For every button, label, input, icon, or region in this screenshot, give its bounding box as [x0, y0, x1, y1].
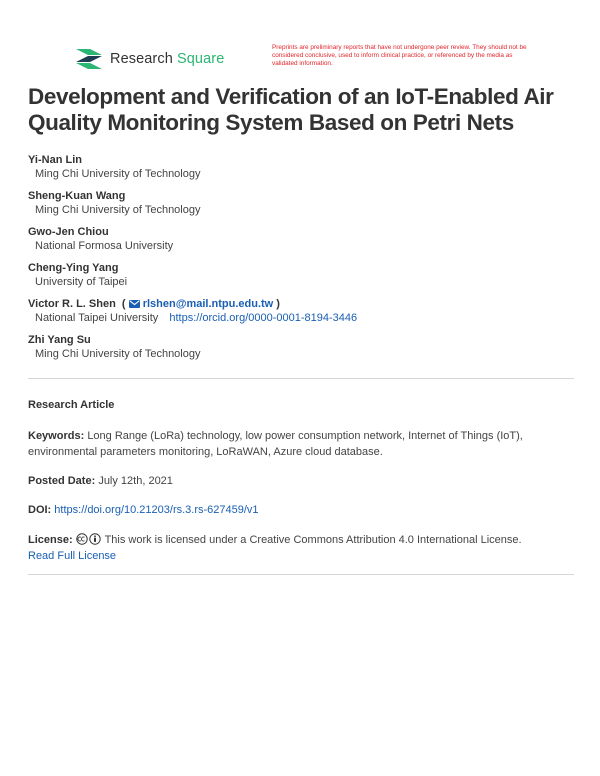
- author-name: Cheng-Ying Yang: [28, 262, 119, 274]
- author-entry: [28, 154, 576, 190]
- keywords-section: [28, 428, 574, 460]
- author-affiliation: Ming Chi University of Technology: [35, 348, 201, 360]
- license-text: This work is licensed under a Creative Commons Attribution 4.0 International License.: [104, 534, 522, 546]
- author-entry: [28, 226, 576, 262]
- doi-section: [28, 502, 574, 518]
- license-label: License:: [28, 534, 73, 546]
- divider-top: [28, 378, 574, 379]
- research-square-logo[interactable]: [74, 46, 224, 72]
- author-affiliation: National Formosa University: [35, 240, 174, 252]
- research-square-logo-icon: [74, 46, 104, 72]
- orcid-link[interactable]: https://orcid.org/0000-0001-8194-3446: [169, 312, 358, 324]
- posted-date-value: July 12th, 2021: [98, 475, 173, 487]
- author-list: [28, 154, 576, 370]
- read-full-license-link[interactable]: Read Full License: [28, 550, 117, 562]
- posted-date-label: Posted Date:: [28, 475, 96, 487]
- posted-date-section: [28, 473, 574, 489]
- paper-title: Development and Verification of an IoT-Enabled Air Quality Monitoring System Based on Petri Nets: [28, 84, 554, 135]
- keywords-label: Keywords:: [28, 430, 85, 442]
- author-entry: [28, 334, 576, 370]
- author-name-corresponding: [28, 298, 576, 311]
- author-affiliation: Ming Chi University of Technology: [35, 168, 201, 180]
- author-entry: [28, 190, 576, 226]
- brand-name: Research Square: [110, 51, 225, 67]
- author-entry-corresponding: [28, 298, 576, 334]
- doi-label: DOI:: [28, 504, 52, 516]
- cc-license-icon: [76, 533, 102, 545]
- author-affiliation: National Taipei University: [35, 312, 159, 324]
- mail-icon: [129, 300, 140, 308]
- author-affiliation: Ming Chi University of Technology: [35, 204, 201, 216]
- preprint-notice: Preprints are preliminary reports that have not undergone peer review. They should not be considered conclusive, used to inform clinical practice, or referenced by the media as validated information.: [272, 44, 527, 68]
- author-name: Sheng-Kuan Wang: [28, 190, 126, 202]
- author-email-link[interactable]: rlshen@mail.ntpu.edu.tw: [142, 298, 274, 310]
- license-section: [28, 532, 574, 564]
- author-name: Yi-Nan Lin: [28, 154, 82, 166]
- doi-link[interactable]: https://doi.org/10.21203/rs.3.rs-627459/v1: [54, 504, 259, 516]
- article-type: Research Article: [28, 399, 115, 411]
- author-name: Victor R. L. Shen: [28, 298, 116, 310]
- author-name: Zhi Yang Su: [28, 334, 91, 346]
- author-entry: [28, 262, 576, 298]
- author-affiliation-row: [28, 311, 576, 334]
- keywords-text: Long Range (LoRa) technology, low power consumption network, Internet of Things (IoT), environmental parameters monitoring, LoRaWAN, Azure cloud database.: [28, 430, 523, 458]
- author-name: Gwo-Jen Chiou: [28, 226, 109, 238]
- email-group: ( rlshen@mail.ntpu.edu.tw ): [118, 298, 280, 310]
- author-affiliation: University of Taipei: [35, 276, 128, 288]
- divider-bottom: [28, 574, 574, 575]
